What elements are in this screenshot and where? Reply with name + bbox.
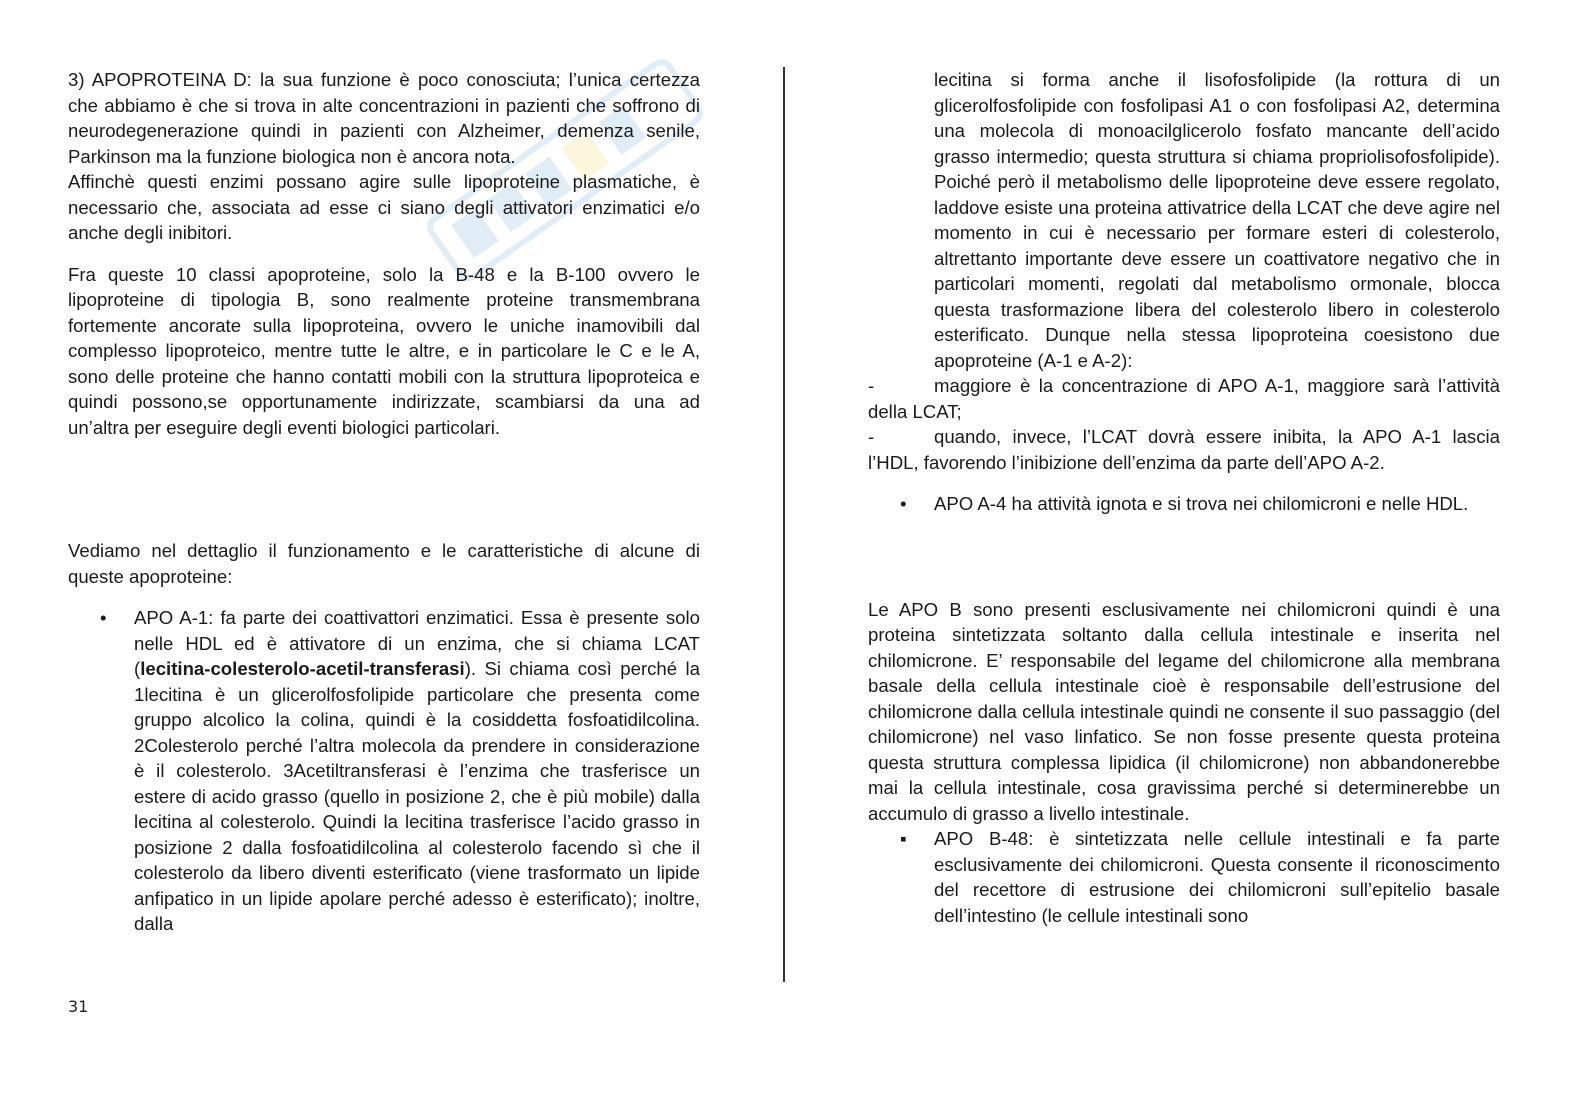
bullet-icon: • xyxy=(900,493,907,514)
apo-b-paragraph: Le APO B sono presenti esclusivamente nei chilomicroni quindi è una proteina sintetizzata soltanto dalla cellula intestinale e inserita nel chilomicrone. E’ responsabile del legame del chilomicrone alla membrana basale della cellula intestinale cioè è responsabile dell’estrusione del chilomicrone dalla cellula intestinale quindi ne consente il suo passaggio (del chilomicrone) nel vaso linfatico. Se non fosse presente questa proteina questa struttura complessa lipidica (il chilomicrone) non abbandonerebbe mai la cellula intestinale, cosa gravissima perché si determinerebbe un accumulo di grasso a livello intestinale. xyxy=(868,598,1500,824)
bullet-icon: • xyxy=(100,607,107,628)
details-intro-paragraph: Vediamo nel dettaglio il funzionamento e le caratteristiche di alcune di queste apoproteine: xyxy=(68,540,700,587)
square-bullet-icon: ▪ xyxy=(900,828,907,849)
apo-a1-text-end: ). Si chiama così perché la 1lecitina è un glicerolfosfolipide particolare che presenta come gruppo alcolico la colina, quindi è la cosiddetta fosfoatidilcolina. 2Colesterolo perché l’altra molecola da prendere in considerazione è il colesterolo. 3Acetiltransferasi è l’enzima che trasferisce un estere di acido grasso (quello in posizione 2, che è più mobile) dalla lecitina al colesterolo. Quindi la lecitina trasferisce l’acido grasso in posizione 2 dalla fosfoatidilcolina al colesterolo facendo sì che il colesterolo da libero diventi esterificato (viene trasformato un lipide anfipatico in un lipide apolare perché adesso è esterificato); inoltre, dalla xyxy=(134,658,700,934)
list-item-apo-a1 xyxy=(68,605,700,937)
dash-item-lcat-inhibition: - quando, invece, l’LCAT dovrà essere inibita, la APO A-1 lascia l’HDL, favorendo l’inibizione dell’enzima da parte dell’APO A-2. xyxy=(868,426,1500,473)
apoproteina-d-paragraph: 3) APOPROTEINA D: la sua funzione è poco conosciuta; l’unica certezza che abbiamo è che si trova in alte concentrazioni in pazienti che soffrono di neurodegenerazione quindi in pazienti con Alzheimer, demenza senile, Parkinson ma la funzione biologica non è ancora nota. xyxy=(68,69,700,167)
lcat-full-name: lecitina-colesterolo-acetil-transferasi xyxy=(140,658,465,679)
left-column xyxy=(68,67,700,937)
page-number: 31 xyxy=(68,997,89,1016)
list-item-apo-b48: ▪ APO B-48: è sintetizzata nelle cellule intestinali e fa parte esclusivamente dei chilomicroni. Questa consente il riconoscimento del recettore di estrusione dei chilomicroni sull’epitelio basale dell’intestino (le cellule intestinali sono xyxy=(900,828,1500,926)
column-divider xyxy=(783,67,785,982)
right-column xyxy=(868,67,1500,928)
apoprotein-classes-paragraph: Fra queste 10 classi apoproteine, solo la B-48 e la B-100 ovvero le lipoproteine di tipologia B, sono realmente proteine transmembrana fortemente ancorate sulla lipoproteina, ovvero le uniche inamovibili dal complesso lipoproteico, mentre tutte le altre, e in particolare le C e le A, sono delle proteine che hanno contatti mobili con la struttura lipoproteica e quindi possono,se opportunamente indirizzate, scambiarsi da una ad un’altra per eseguire degli eventi biologici particolari. xyxy=(68,263,700,438)
lecitina-continuation-paragraph: lecitina si forma anche il lisofosfolipide (la rottura di un glicerolfosfolipide con fosfolipasi A1 o con fosfolipasi A2, determina una molecola di monoacilglicerolo fosfato mancante dell’acido grasso intermedio; questa struttura si chiama propriolisofosfolipide). Poiché però il metabolismo delle lipoproteine deve essere regolato, laddove esiste una proteina attivatrice della LCAT che deve agire nel momento in cui è necessario per formare esteri di colesterolo, altrettanto importante deve essere un coattivatore negativo che in particolari momenti, regolati dal metabolismo ormonale, blocca questa trasformazione libera del colesterolo libero in colesterolo esterificato. Dunque nella stessa lipoproteina coesistono due apoproteine (A-1 e A-2): xyxy=(934,69,1500,371)
apo-a1-text-start: APO A-1: fa parte dei coattivattori enzimatici. Essa è presente solo nelle HDL ed è attivatore di un enzima, che si chiama LCAT ( xyxy=(134,607,700,679)
enzyme-activators-paragraph: Affinchè questi enzimi possano agire sulle lipoproteine plasmatiche, è necessario che, associata ad esse ci siano degli attivatori enzimatici e/o anche degli inibitori. xyxy=(68,171,700,243)
list-item-apo-a4: • APO A-4 ha attività ignota e si trova nei chilomicroni e nelle HDL. xyxy=(868,491,1500,517)
dash-item-apo-a1-concentration: - maggiore è la concentrazione di APO A-1, maggiore sarà l’attività della LCAT; xyxy=(868,375,1500,422)
dash-icon: - xyxy=(868,426,875,447)
dash-icon: - xyxy=(868,375,875,396)
